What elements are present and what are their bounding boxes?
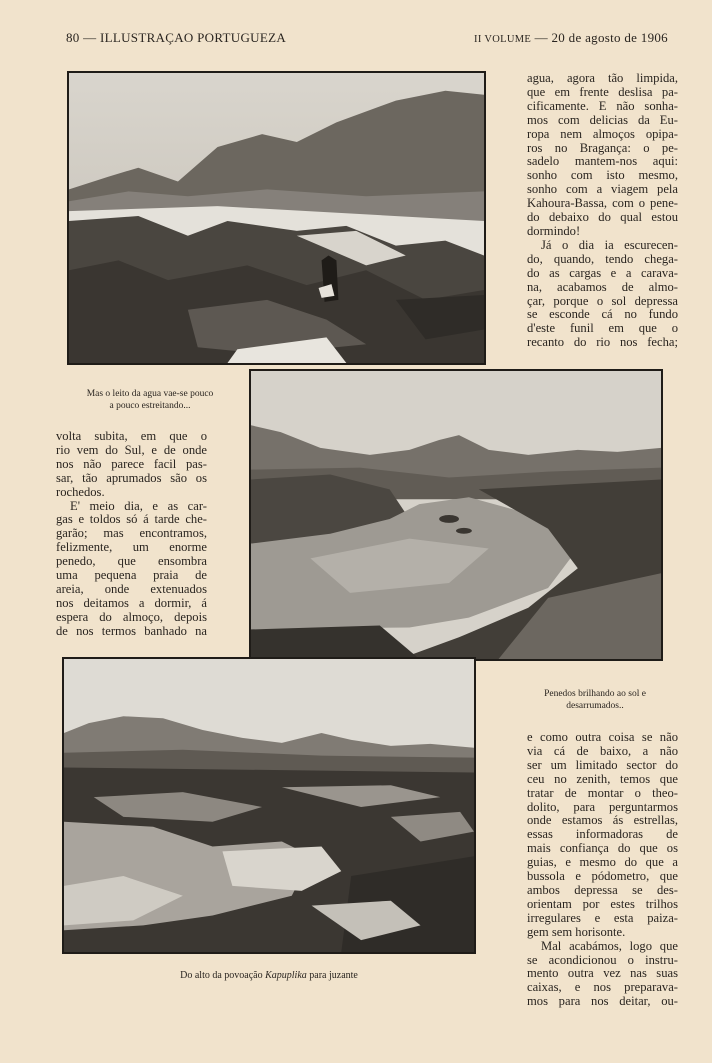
text-line: ropa nem almoços opipa- [527,126,678,141]
caption-line: a pouco estreitando... [109,401,191,411]
text-line: e como outra coisa se não [527,730,678,744]
text-line: volta subita, em que o [56,429,207,443]
photo-rocky-riverbed [67,71,486,365]
text-line: Mal acabámos, logo que [541,938,678,953]
caption-line: Penedos brilhando ao sol e [544,689,646,699]
caption-place-name: Kapuplika [265,970,307,981]
text-line: mais confiança do que os [527,841,678,856]
photo-view-from-kapuplika [62,657,476,954]
text-line: d'este funil em que o [527,321,678,336]
text-line: gas e toldos só á tarde che- [56,512,207,527]
text-line: rio vem do Sul, e de onde [56,442,207,457]
text-line: çar, porque o sol depressa [527,293,678,308]
text-line: garão; mas encontramos, [56,526,207,541]
text-line: penedo, que ensombra [56,554,207,569]
caption-shining-boulders [505,688,685,712]
text-line: cificamente. E não sonha- [527,98,678,113]
text-line: gem sem horisonte. [527,924,626,939]
text-line: se esconde cá no fundo [527,307,678,322]
text-line: sadelo mantem-nos aqui: [527,154,678,169]
text-line: essas informadoras de [527,827,678,842]
text-line: caixas, e nos preparava- [527,980,678,995]
text-line: via cá de baixo, a não [527,743,678,758]
text-line: guias, e mesmo do que a [527,855,678,870]
text-line: nos deitamos a dormir, á [56,595,207,610]
text-line: felizmente, um enorme [56,540,207,555]
text-line: onde estamos ás estrellas, [527,813,678,828]
caption-text: para juzante [306,970,358,981]
text-line: Kahoura-Bassa, com o pene- [527,196,678,211]
text-line: ambos depressa se des- [527,882,678,897]
text-line: uma pequena praia de [56,568,207,583]
text-line: mos com delicias da Eu- [527,112,678,127]
text-column-top-right [527,72,678,350]
page-header-title: 80 — ILLUSTRAÇAO PORTUGUEZA [66,30,287,45]
text-line: de nos termos banhado na [56,623,207,638]
caption-narrowing-riverbed [60,388,240,412]
text-column-bottom-right [527,731,678,1009]
text-line: Já o dia ia escurecen- [541,237,678,252]
text-line: do debaixo do qual estou [527,210,678,225]
text-line: sar, tão aprumados são os [56,470,207,485]
text-line: nos não parece facil pas- [56,456,207,471]
text-line: dolito, para perguntarmos [527,799,678,814]
caption-text: Do alto da povoação [180,970,266,981]
page-header-date [474,30,668,46]
text-line: ceu no zenith, temos que [527,771,678,786]
caption-line: desarrumados.. [566,701,624,711]
text-line: ser um limitado sector do [527,757,678,772]
issue-date: — 20 de agosto de 1906 [534,30,668,45]
text-line: dormindo! [527,223,581,238]
volume-label: II VOLUME [474,34,532,45]
text-line: do as cargas e a carava- [527,265,678,280]
text-line: ros no Bragança: o pe- [527,140,678,155]
text-line: tratar de montar o theo- [527,785,678,800]
caption-view-downstream [62,970,476,982]
text-line: na, acabamos de almo- [527,279,678,294]
text-line: se acondicionou o instru- [527,952,678,967]
photo-narrowing-river [249,369,663,661]
text-line: mos para nos deitar, ou- [527,994,678,1009]
text-line: irregulares e esta paiza- [527,910,678,925]
text-line: espera do almoço, depois [56,609,207,624]
text-line: E' meio dia, e as car- [70,498,207,513]
text-line: sonho com isto mesmo, [527,168,678,183]
text-line: sonho com a viagem pela [527,182,678,197]
caption-line: Mas o leito da agua vae-se pouco [86,389,214,399]
text-line: agua, agora tão limpida, [527,71,678,85]
text-line: que em frente deslisa pa- [527,84,678,99]
text-line: do, quando, tendo chega- [527,251,678,266]
text-line: orientam por estes trilhos [527,896,678,911]
text-line: mento outra vez nas suas [527,966,678,981]
text-line: areia, onde extenuados [56,581,207,596]
text-column-middle-left [56,430,207,639]
text-line: recanto do rio nos fecha; [527,335,678,350]
text-line: bussola e pódometro, que [527,869,678,884]
text-line: rochedos. [56,484,105,499]
